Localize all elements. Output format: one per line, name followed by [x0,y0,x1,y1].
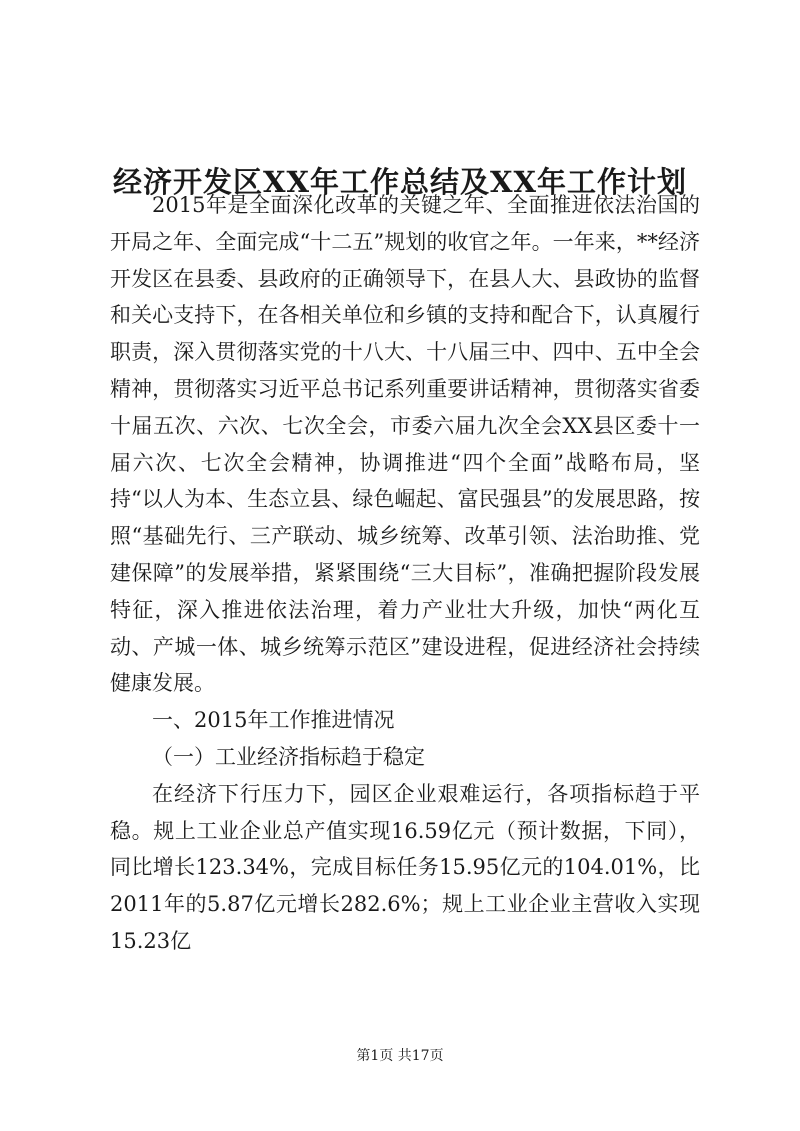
document-title: 经济开发区XX年工作总结及XX年工作计划 [112,165,687,200]
paragraph-industrial-economy: 在经济下行压力下，园区企业艰难运行，各项指标趋于平稳。规上工业企业总产值实现16.59亿元（预计数据，下同），同比增长123.34%，完成目标任务15.95亿元的104.01%，比2011年的5.87亿元增长282.6%；规上工业企业主营收入实现15.23亿 [110,781,700,953]
document-body [110,187,700,960]
paragraph-intro: 2015年是全面深化改革的关键之年、全面推进依法治国的开局之年、全面完成“十二五”规划的收官之年。一年来，**经济开发区在县委、县政府的正确领导下，在县人大、县政协的监督和关心支持下，在各相关单位和乡镇的支持和配合下，认真履行职责，深入贯彻落实党的十八大、十八届三中、四中、五中全会精神，贯彻落实习近平总书记系列重要讲话精神，贯彻落实省委十届五次、六次、七次全会，市委六届九次全会XX县区委十一届六次、七次全会精神，协调推进“四个全面”战略布局，坚持“以人为本、生态立县、绿色崛起、富民强县”的发展思路，按照“基础先行、三产联动、城乡统筹、改革引领、法治助推、党建保障”的发展举措，紧紧围绕“三大目标”，准确把握阶段发展特征，深入推进依法治理，着力产业壮大升级，加快“两化互动、产城一体、城乡统筹示范区”建设进程，促进经济社会持续健康发展。 [110,193,700,696]
page-number-footer: 第1页 共17页 [356,1048,444,1064]
section-heading: 一、2015年工作推进情况 [152,708,395,733]
subsection-heading: （一）工业经济指标趋于稳定 [152,744,425,769]
